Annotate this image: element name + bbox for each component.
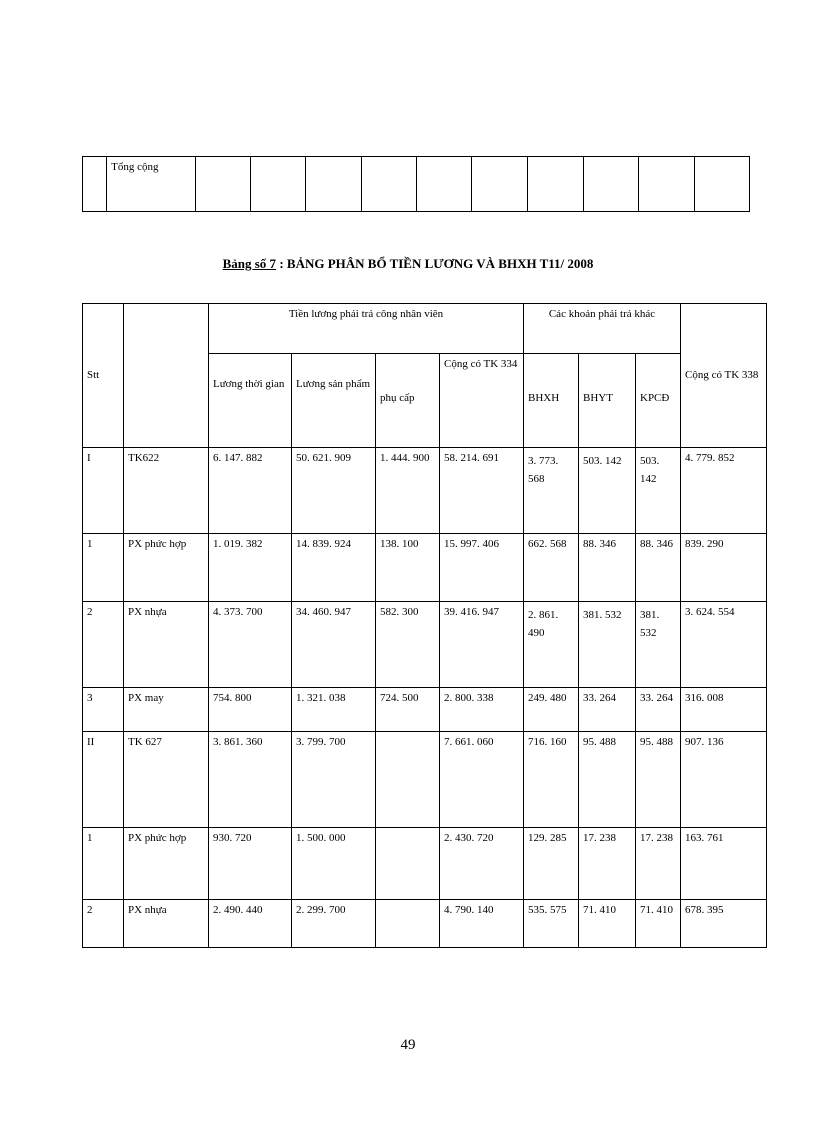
table-cell: 7. 661. 060 bbox=[440, 732, 524, 828]
table-row bbox=[83, 534, 767, 602]
table-cell: 1 bbox=[83, 828, 124, 900]
table-cell: 71. 410 bbox=[636, 900, 681, 948]
table-cell: 15. 997. 406 bbox=[440, 534, 524, 602]
table-row bbox=[83, 732, 767, 828]
table-cell: 582. 300 bbox=[376, 602, 440, 688]
table-cell: 58. 214. 691 bbox=[440, 448, 524, 534]
table-cell: 1 bbox=[83, 534, 124, 602]
table-row bbox=[83, 602, 767, 688]
bhxh-header: BHXH bbox=[524, 354, 579, 448]
table-cell: 33. 264 bbox=[636, 688, 681, 732]
bhyt-header: BHYT bbox=[579, 354, 636, 448]
total-338-header: Cộng có TK 338 bbox=[681, 304, 767, 448]
table-cell: PX phức hợp bbox=[124, 534, 209, 602]
salary-group-header: Tiền lương phải trả công nhân viên bbox=[209, 304, 524, 354]
table-cell bbox=[376, 732, 440, 828]
table-cell: 3. 861. 360 bbox=[209, 732, 292, 828]
table-cell: 249. 480 bbox=[524, 688, 579, 732]
table-row bbox=[83, 157, 750, 212]
table-title bbox=[0, 256, 816, 272]
table-row bbox=[83, 448, 767, 534]
table-number: Bảng số 7 bbox=[222, 256, 277, 271]
table-cell: 17. 238 bbox=[636, 828, 681, 900]
table-cell: I bbox=[83, 448, 124, 534]
table-cell: 71. 410 bbox=[579, 900, 636, 948]
table-cell: 662. 568 bbox=[524, 534, 579, 602]
table-cell: PX may bbox=[124, 688, 209, 732]
table-cell: 3 bbox=[83, 688, 124, 732]
table-cell: 381. 532 bbox=[579, 602, 636, 688]
allocation-table bbox=[82, 303, 767, 948]
table-cell: 930. 720 bbox=[209, 828, 292, 900]
table-cell: 95. 488 bbox=[579, 732, 636, 828]
table-cell: 33. 264 bbox=[579, 688, 636, 732]
table-cell: 88. 346 bbox=[579, 534, 636, 602]
table-cell: 2 bbox=[83, 602, 124, 688]
table-cell: 2. 861. 490 bbox=[524, 602, 579, 688]
table-cell: 14. 839. 924 bbox=[292, 534, 376, 602]
table-cell: 2. 490. 440 bbox=[209, 900, 292, 948]
table-caption: : BẢNG PHÂN BỔ TIỀN LƯƠNG VÀ BHXH T11/ 2008 bbox=[276, 256, 594, 271]
header-row bbox=[83, 304, 767, 354]
page-number: 49 bbox=[400, 1037, 416, 1053]
table-cell: 17. 238 bbox=[579, 828, 636, 900]
table-cell: 50. 621. 909 bbox=[292, 448, 376, 534]
table-cell: 503. 142 bbox=[636, 448, 681, 534]
table-cell: 2. 299. 700 bbox=[292, 900, 376, 948]
table-cell: 907. 136 bbox=[681, 732, 767, 828]
table-cell: 716. 160 bbox=[524, 732, 579, 828]
table-cell: 1. 444. 900 bbox=[376, 448, 440, 534]
table-cell: 1. 500. 000 bbox=[292, 828, 376, 900]
table-cell: 2. 800. 338 bbox=[440, 688, 524, 732]
table-cell bbox=[376, 828, 440, 900]
table-cell: 4. 373. 700 bbox=[209, 602, 292, 688]
product-salary-header: Lương sản phẩm bbox=[292, 354, 376, 448]
table-cell: 138. 100 bbox=[376, 534, 440, 602]
allowance-header: phụ cấp bbox=[376, 354, 440, 448]
table-cell: 3. 799. 700 bbox=[292, 732, 376, 828]
table-cell: PX phức hợp bbox=[124, 828, 209, 900]
table-cell: 4. 779. 852 bbox=[681, 448, 767, 534]
summary-table-fragment bbox=[82, 156, 750, 212]
table-cell: 381. 532 bbox=[636, 602, 681, 688]
table-cell: PX nhựa bbox=[124, 602, 209, 688]
table-cell: 2 bbox=[83, 900, 124, 948]
table-cell: 34. 460. 947 bbox=[292, 602, 376, 688]
table-cell: TK622 bbox=[124, 448, 209, 534]
table-row bbox=[83, 900, 767, 948]
table-cell: 95. 488 bbox=[636, 732, 681, 828]
table-cell: 163. 761 bbox=[681, 828, 767, 900]
kpcd-header: KPCĐ bbox=[636, 354, 681, 448]
table-cell: 678. 395 bbox=[681, 900, 767, 948]
table-cell: 724. 500 bbox=[376, 688, 440, 732]
table-cell: 3. 624. 554 bbox=[681, 602, 767, 688]
table-cell: 129. 285 bbox=[524, 828, 579, 900]
table-cell: 88. 346 bbox=[636, 534, 681, 602]
table-cell: 316. 008 bbox=[681, 688, 767, 732]
table-cell bbox=[376, 900, 440, 948]
table-cell: 503. 142 bbox=[579, 448, 636, 534]
table-cell: PX nhựa bbox=[124, 900, 209, 948]
table-cell: 1. 321. 038 bbox=[292, 688, 376, 732]
table-cell: 39. 416. 947 bbox=[440, 602, 524, 688]
table-cell: 535. 575 bbox=[524, 900, 579, 948]
table-cell: TK 627 bbox=[124, 732, 209, 828]
total-334-header: Cộng có TK 334 bbox=[440, 354, 524, 448]
table-cell: 839. 290 bbox=[681, 534, 767, 602]
stt-header: Stt bbox=[83, 304, 124, 448]
table-cell: 1. 019. 382 bbox=[209, 534, 292, 602]
table-cell: 754. 800 bbox=[209, 688, 292, 732]
time-salary-header: Lương thời gian bbox=[209, 354, 292, 448]
table-cell: 4. 790. 140 bbox=[440, 900, 524, 948]
table-cell: II bbox=[83, 732, 124, 828]
table-row bbox=[83, 828, 767, 900]
other-payables-header: Các khoản phải trả khác bbox=[524, 304, 681, 354]
table-cell: 6. 147. 882 bbox=[209, 448, 292, 534]
table-cell: 3. 773. 568 bbox=[524, 448, 579, 534]
table-cell: 2. 430. 720 bbox=[440, 828, 524, 900]
table-row bbox=[83, 688, 767, 732]
total-label: Tổng cộng bbox=[107, 157, 196, 212]
